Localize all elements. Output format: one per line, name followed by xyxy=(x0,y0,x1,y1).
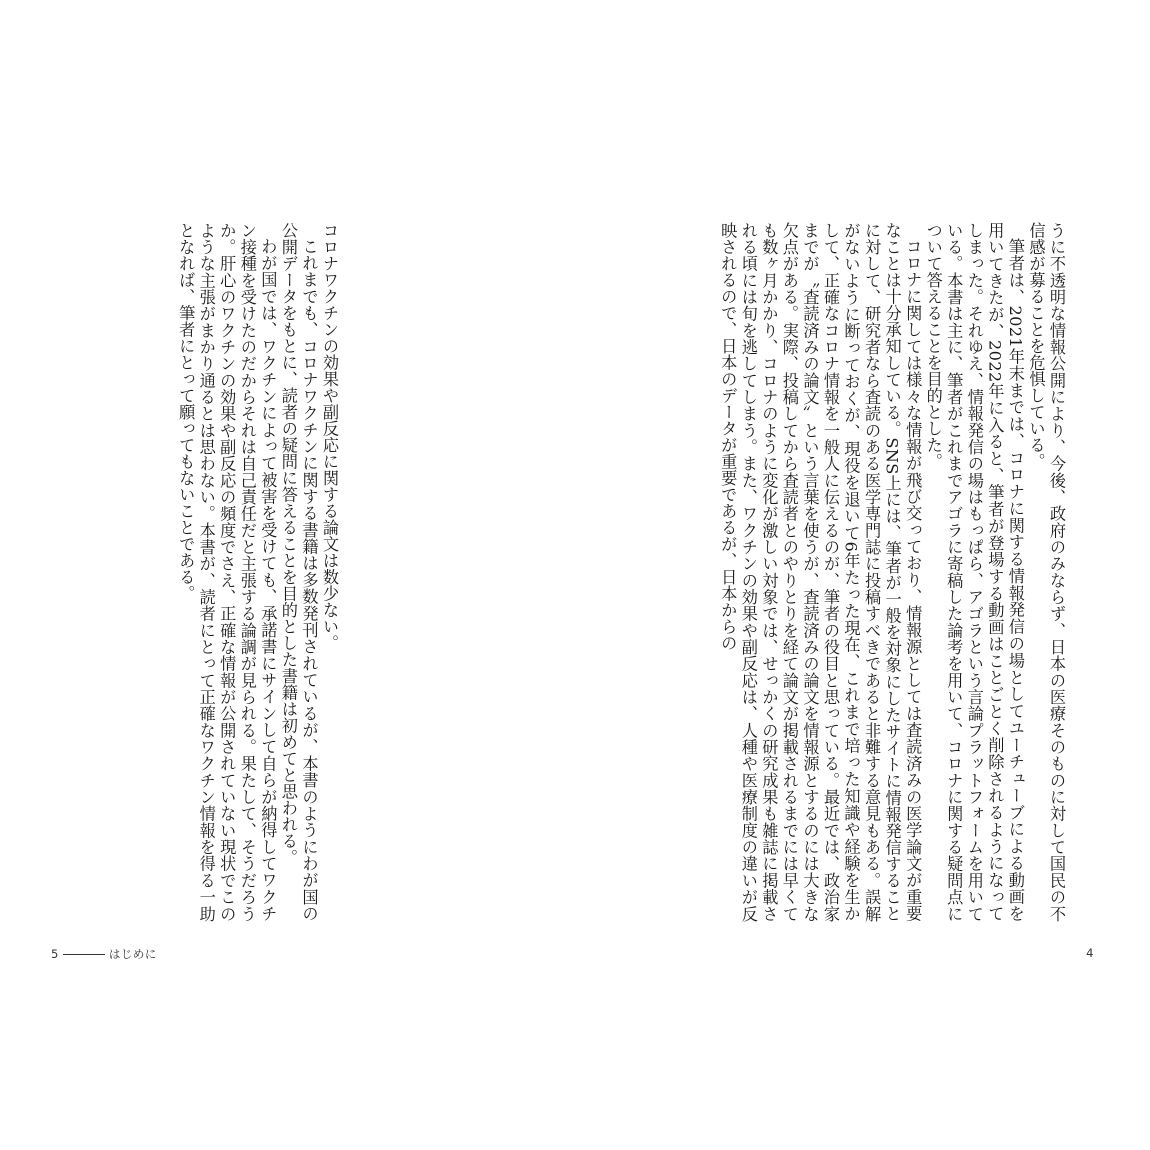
running-head: はじめに xyxy=(108,947,157,961)
left-folio xyxy=(51,946,157,962)
left-page-body xyxy=(9,222,339,922)
page-number: 4 xyxy=(1086,946,1094,960)
paragraph: 筆者は、2021年末までは、コロナに関する情報発信の場としてユーチューブによる動画を用いてきたが、2022年に入ると、筆者が登場する動画はことごとく削除されるようになってしまった。それゆえ、情報発信の場はもっぱら、アゴラという言論プラットフォームを用いている。本書は主に、筆者がこれまでアゴラに寄稿した論考を用いて、コロナに関する疑問点について答えることを目的とした。 xyxy=(923,222,1025,922)
right-page xyxy=(575,0,1150,1150)
right-page-body xyxy=(653,222,1066,922)
paragraph: これまでも、コロナワクチンに関する書籍は多数発刊されているが、本書のようにわが国の公開データをもとに、読者の疑問に答えることを目的とした書籍は初めてと思われる。 xyxy=(278,222,319,922)
paragraph: コロナワクチンの効果や副反応に関する論文は数少ない。 xyxy=(320,222,339,651)
folio-rule xyxy=(63,954,105,955)
right-folio xyxy=(1086,946,1094,960)
paragraph: わが国では、ワクチンによって被害を受けても、承諾書にサインして自らが納得してワクチン接種を受けたのだからそれは自己責任だと主張する論調が見られる。果たして、そうだろうか。肝心のワクチンの効果や副反応の頻度でさえ、正確な情報が公開されていない現状でこのような主張がまかり通るとは思わない。本書が、読者にとって正確なワクチン情報を得る一助となれば、筆者にとって願ってもないことである。 xyxy=(176,222,278,922)
page-number: 5 xyxy=(51,947,59,961)
paragraph: うに不透明な情報公開により、今後、政府のみならず、日本の医療そのものに対して国民の不信感が募ることを危惧している。 xyxy=(1026,222,1066,922)
paragraph: コロナに関しては様々な情報が飛び交っており、情報源としては査読済みの医学論文が重要なことは十分承知している。SNS上には、筆者が一般を対象にしたサイトに情報発信することに対して、研究者なら査読のある医学専門誌に投稿すべきであると非難する意見もある。誤解がないように断っておくが、現役を退いて6年たった現在、これまで培った知識や経験を生かして、正確なコロナ情報を一般人に伝えるのが、筆者の役目と思っている。最近では、政治家までが〝査読済みの論文〟という言葉を使うが、査読済みの論文を情報源とするのには大きな欠点がある。実際、投稿してから査読者とのやりとりを経て論文が掲載されるまでには早くても数ヶ月かかり、コロナのように変化が激しい対象では、せっかくの研究成果も雑誌に掲載される頃には旬を逃してしまう。また、ワクチンの効果や副反応は、人種や医療制度の違いが反映されるので、日本のデータが重要であるが、日本からの xyxy=(718,222,923,922)
